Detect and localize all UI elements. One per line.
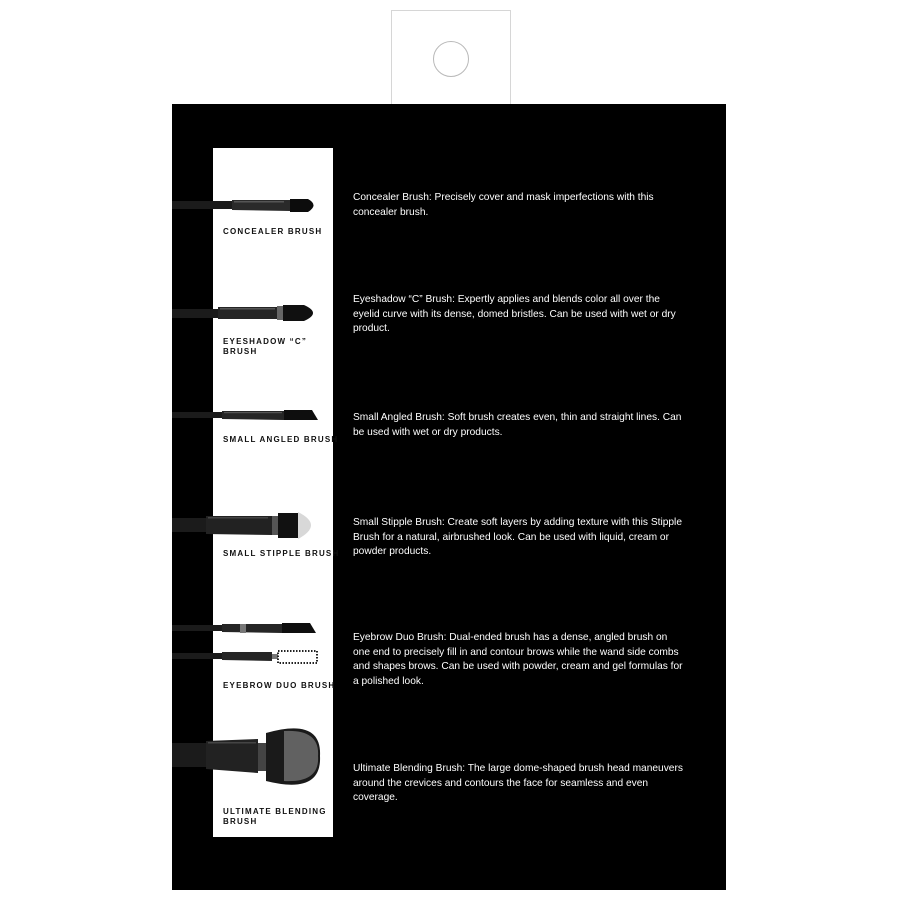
desc-eyebrow-duo: Eyebrow Duo Brush: Dual-ended brush has a dense, angled brush on one end to precisely fill in and contour brows while the wand side combs and shapes brows. Can be used with powder, cream and gel formulas for a polished look. [353, 632, 683, 687]
brush-label-eyeshadow-c: EYESHADOW “C” BRUSH [223, 337, 308, 356]
small-stipple-brush-image [172, 506, 322, 546]
desc-eyeshadow-c: Eyeshadow “C” Brush: Expertly applies and blends color all over the eyelid curve with its dense, domed bristles. Can be used with wet or dry product. [353, 294, 676, 334]
brush-label-eyebrow-duo: EYEBROW DUO BRUSH [223, 681, 336, 690]
product-card [172, 104, 726, 890]
eyebrow-duo-brush-image [172, 619, 322, 669]
brush-label-ultimate-blending: ULTIMATE BLENDING BRUSH [223, 807, 327, 826]
brush-label-concealer: CONCEALER BRUSH [223, 227, 323, 236]
concealer-brush-image [172, 192, 322, 218]
desc-small-stipple: Small Stipple Brush: Create soft layers by adding texture with this Stipple Brush for a natural, airbrushed look. Can be used with liquid, cream or powder products. [353, 517, 682, 557]
brush-label-small-angled: SMALL ANGLED BRUSH [223, 435, 339, 444]
hang-tab [391, 10, 511, 106]
hang-hole [433, 41, 469, 77]
desc-ultimate-blending: Ultimate Blending Brush: The large dome-shaped brush head maneuvers around the crevices and contours the face for seamless and even coverage. [353, 763, 683, 803]
brush-label-small-stipple: SMALL STIPPLE BRUSH [223, 549, 340, 558]
small-angled-brush-image [172, 406, 322, 426]
ultimate-blending-brush-image [172, 721, 322, 791]
desc-concealer: Concealer Brush: Precisely cover and mask imperfections with this concealer brush. [353, 192, 654, 218]
eyeshadow-c-brush-image [172, 298, 322, 328]
desc-small-angled: Small Angled Brush: Soft brush creates even, thin and straight lines. Can be used with wet or dry products. [353, 412, 682, 438]
